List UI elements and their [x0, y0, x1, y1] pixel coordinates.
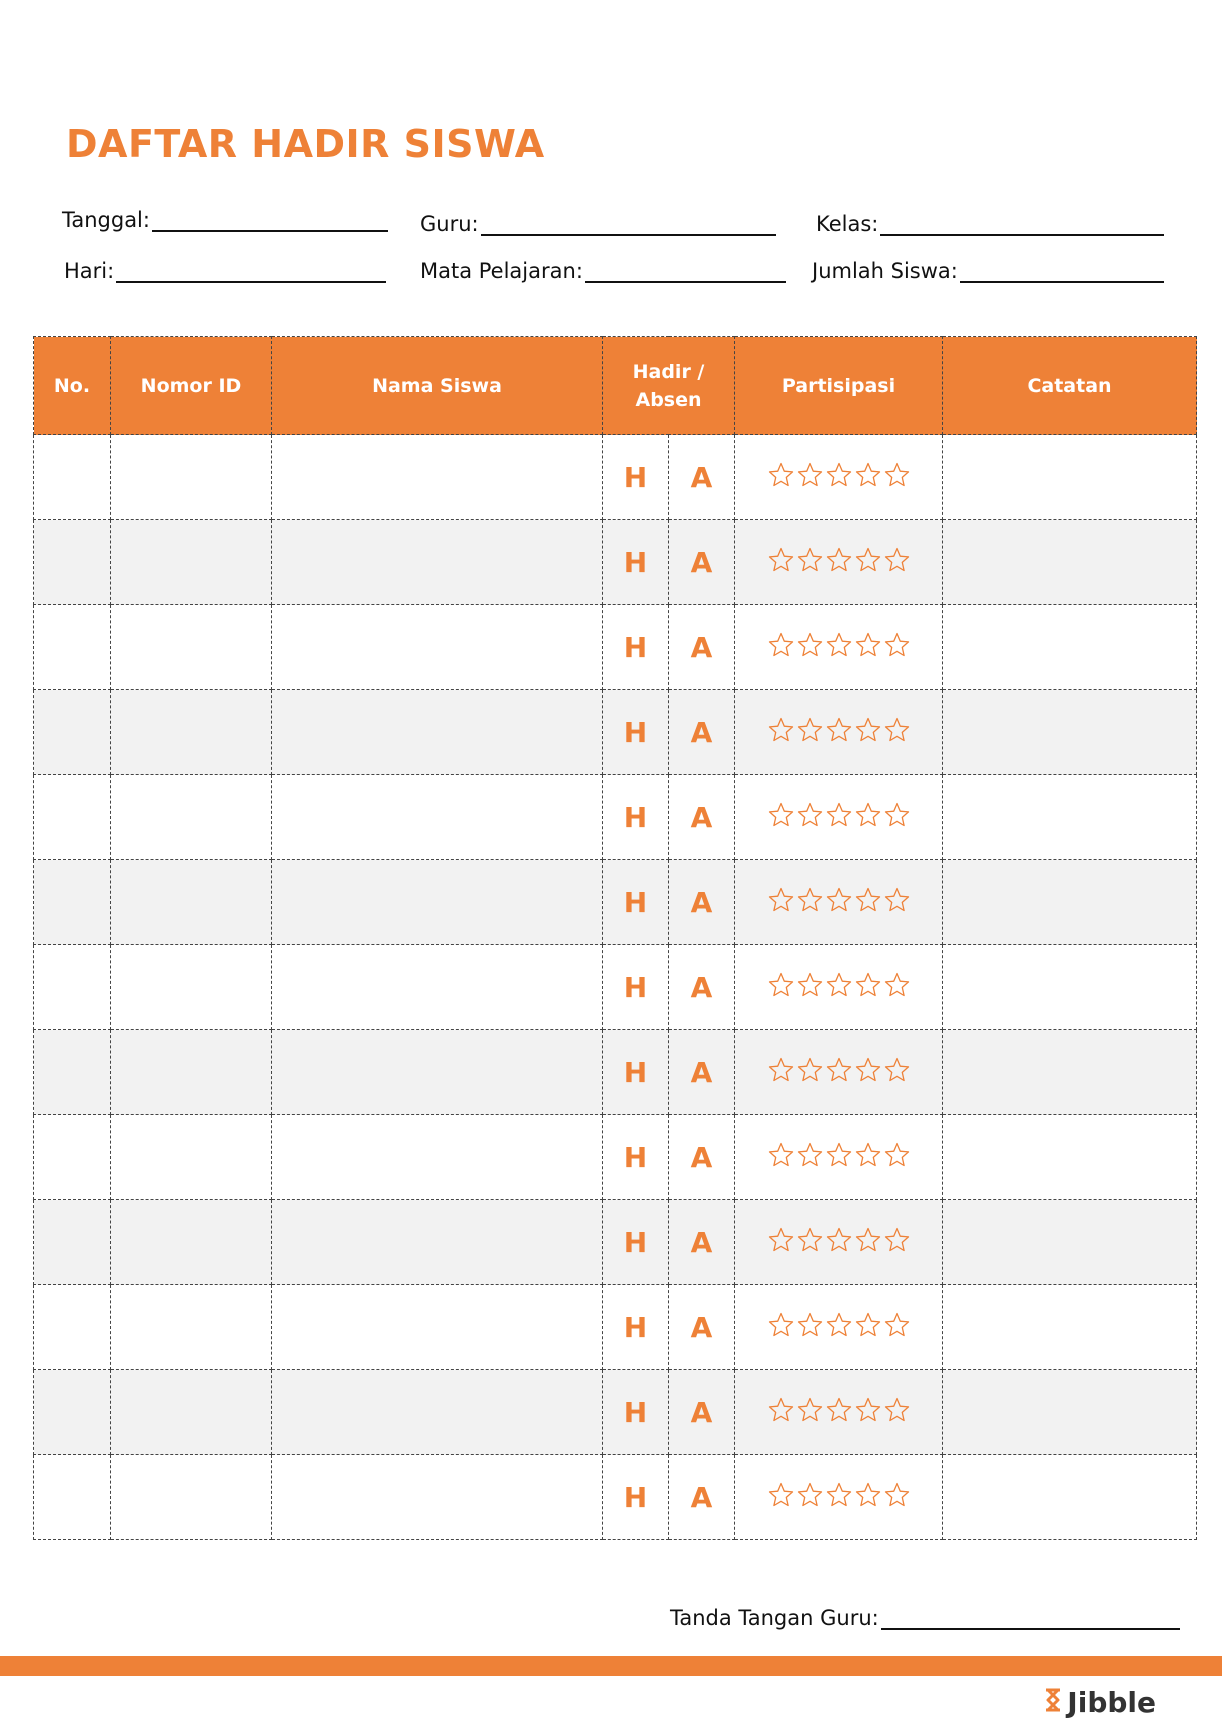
signature-line[interactable]: [881, 1608, 1180, 1630]
partisipasi-rating[interactable]: [735, 520, 943, 605]
star-icon[interactable]: [767, 1481, 795, 1514]
kelas-line[interactable]: [880, 214, 1164, 236]
jumlah-siswa-line[interactable]: [960, 261, 1164, 283]
header-nama-siswa: Nama Siswa: [272, 337, 603, 435]
table-row: [34, 860, 1197, 945]
star-icon[interactable]: [825, 546, 853, 579]
cell-no[interactable]: [34, 520, 111, 605]
cell-catatan[interactable]: [943, 1030, 1197, 1115]
star-icon[interactable]: [796, 971, 824, 1004]
signature-field[interactable]: [670, 1606, 1180, 1630]
cell-nama-siswa[interactable]: [272, 435, 603, 520]
table-row: [34, 435, 1197, 520]
star-icon[interactable]: [883, 886, 911, 919]
cell-nomor-id[interactable]: [111, 1370, 272, 1455]
star-icon[interactable]: [825, 461, 853, 494]
partisipasi-rating[interactable]: [735, 1285, 943, 1370]
cell-no[interactable]: [34, 945, 111, 1030]
cell-nama-siswa[interactable]: [272, 520, 603, 605]
guru-line[interactable]: [481, 214, 776, 236]
cell-nomor-id[interactable]: [111, 435, 272, 520]
star-icon[interactable]: [825, 1141, 853, 1174]
cell-nomor-id[interactable]: [111, 1455, 272, 1540]
partisipasi-rating[interactable]: [735, 1030, 943, 1115]
star-icon[interactable]: [854, 971, 882, 1004]
star-icon[interactable]: [796, 801, 824, 834]
star-icon[interactable]: [854, 1481, 882, 1514]
cell-no[interactable]: [34, 775, 111, 860]
hadir-mark[interactable]: H: [603, 1200, 669, 1285]
star-icon[interactable]: [883, 971, 911, 1004]
absen-mark[interactable]: A: [669, 520, 735, 605]
table-row: [34, 1115, 1197, 1200]
cell-nomor-id[interactable]: [111, 1030, 272, 1115]
brand-name: Jibble: [1067, 1686, 1156, 1719]
star-icon[interactable]: [825, 716, 853, 749]
partisipasi-rating[interactable]: [735, 1200, 943, 1285]
star-icon[interactable]: [825, 1311, 853, 1344]
absen-mark[interactable]: A: [669, 775, 735, 860]
star-icon[interactable]: [796, 1056, 824, 1089]
header-hadir-absen: Hadir / Absen: [603, 337, 735, 435]
mata-pelajaran-label: Mata Pelajaran:: [420, 259, 583, 283]
star-icon[interactable]: [854, 631, 882, 664]
partisipasi-rating[interactable]: [735, 435, 943, 520]
table-body: [34, 435, 1197, 1540]
cell-catatan[interactable]: [943, 1115, 1197, 1200]
guru-field[interactable]: [420, 212, 776, 236]
hadir-mark[interactable]: H: [603, 1285, 669, 1370]
star-icon[interactable]: [883, 1226, 911, 1259]
partisipasi-rating[interactable]: [735, 690, 943, 775]
star-icon[interactable]: [796, 716, 824, 749]
cell-catatan[interactable]: [943, 945, 1197, 1030]
table-row: [34, 520, 1197, 605]
cell-catatan[interactable]: [943, 860, 1197, 945]
hadir-mark[interactable]: H: [603, 520, 669, 605]
partisipasi-rating[interactable]: [735, 605, 943, 690]
star-icon[interactable]: [825, 1226, 853, 1259]
hadir-mark[interactable]: H: [603, 1370, 669, 1455]
header-partisipasi: Partisipasi: [735, 337, 943, 435]
cell-catatan[interactable]: [943, 605, 1197, 690]
star-icon[interactable]: [796, 546, 824, 579]
star-icon[interactable]: [854, 1226, 882, 1259]
cell-nama-siswa[interactable]: [272, 945, 603, 1030]
table-header-row: [34, 337, 1197, 435]
cell-nomor-id[interactable]: [111, 690, 272, 775]
absen-mark[interactable]: A: [669, 945, 735, 1030]
star-icon[interactable]: [796, 886, 824, 919]
hari-label: Hari:: [64, 259, 115, 283]
absen-mark[interactable]: A: [669, 435, 735, 520]
cell-nama-siswa[interactable]: [272, 605, 603, 690]
cell-no[interactable]: [34, 1370, 111, 1455]
absen-mark[interactable]: A: [669, 1370, 735, 1455]
star-icon[interactable]: [767, 971, 795, 1004]
star-icon[interactable]: [796, 461, 824, 494]
cell-catatan[interactable]: [943, 1455, 1197, 1540]
star-icon[interactable]: [854, 1141, 882, 1174]
star-icon[interactable]: [854, 716, 882, 749]
tanggal-label: Tanggal:: [62, 208, 150, 232]
cell-nama-siswa[interactable]: [272, 690, 603, 775]
absen-mark[interactable]: A: [669, 1030, 735, 1115]
hadir-mark[interactable]: H: [603, 945, 669, 1030]
table-row: [34, 945, 1197, 1030]
table-row: [34, 605, 1197, 690]
hadir-mark[interactable]: H: [603, 605, 669, 690]
cell-no[interactable]: [34, 435, 111, 520]
star-icon[interactable]: [825, 1481, 853, 1514]
page-title: DAFTAR HADIR SISWA: [66, 122, 545, 166]
kelas-label: Kelas:: [816, 212, 879, 236]
cell-nama-siswa[interactable]: [272, 1370, 603, 1455]
star-icon[interactable]: [825, 1396, 853, 1429]
star-icon[interactable]: [796, 631, 824, 664]
cell-nama-siswa[interactable]: [272, 1115, 603, 1200]
cell-nomor-id[interactable]: [111, 605, 272, 690]
header-nomor-id: Nomor ID: [111, 337, 272, 435]
cell-nama-siswa[interactable]: [272, 1030, 603, 1115]
star-icon[interactable]: [825, 971, 853, 1004]
star-icon[interactable]: [854, 801, 882, 834]
cell-nomor-id[interactable]: [111, 520, 272, 605]
star-icon[interactable]: [796, 1311, 824, 1344]
cell-nomor-id[interactable]: [111, 860, 272, 945]
star-icon[interactable]: [767, 1311, 795, 1344]
guru-label: Guru:: [420, 212, 479, 236]
star-icon[interactable]: [796, 1396, 824, 1429]
star-icon[interactable]: [854, 546, 882, 579]
hadir-mark[interactable]: H: [603, 1455, 669, 1540]
header-no: No.: [34, 337, 111, 435]
star-icon[interactable]: [825, 631, 853, 664]
jumlah-siswa-field[interactable]: [812, 259, 1164, 283]
absen-mark[interactable]: A: [669, 1285, 735, 1370]
star-icon[interactable]: [883, 801, 911, 834]
hari-line[interactable]: [116, 261, 386, 283]
star-icon[interactable]: [767, 801, 795, 834]
table-row: [34, 1200, 1197, 1285]
cell-no[interactable]: [34, 605, 111, 690]
table-row: [34, 1285, 1197, 1370]
table-row: [34, 690, 1197, 775]
attendance-table: [33, 336, 1197, 1540]
star-icon[interactable]: [883, 1056, 911, 1089]
star-icon[interactable]: [767, 716, 795, 749]
star-icon[interactable]: [883, 716, 911, 749]
star-icon[interactable]: [767, 631, 795, 664]
partisipasi-rating[interactable]: [735, 1370, 943, 1455]
star-icon[interactable]: [854, 1056, 882, 1089]
table-row: [34, 1455, 1197, 1540]
cell-catatan[interactable]: [943, 1285, 1197, 1370]
hadir-mark[interactable]: H: [603, 860, 669, 945]
cell-nama-siswa[interactable]: [272, 1285, 603, 1370]
tanggal-line[interactable]: [152, 210, 388, 232]
cell-nama-siswa[interactable]: [272, 1200, 603, 1285]
star-icon[interactable]: [767, 1056, 795, 1089]
cell-nomor-id[interactable]: [111, 1200, 272, 1285]
jumlah-siswa-label: Jumlah Siswa:: [812, 259, 958, 283]
star-icon[interactable]: [854, 886, 882, 919]
signature-label: Tanda Tangan Guru:: [670, 1606, 879, 1630]
cell-catatan[interactable]: [943, 690, 1197, 775]
cell-no[interactable]: [34, 1455, 111, 1540]
star-icon[interactable]: [825, 801, 853, 834]
cell-catatan[interactable]: [943, 435, 1197, 520]
mata-pelajaran-line[interactable]: [585, 261, 786, 283]
header-catatan: Catatan: [943, 337, 1197, 435]
table-row: [34, 1370, 1197, 1455]
star-icon[interactable]: [767, 546, 795, 579]
partisipasi-rating[interactable]: [735, 945, 943, 1030]
star-icon[interactable]: [854, 461, 882, 494]
hadir-mark[interactable]: H: [603, 775, 669, 860]
hadir-mark[interactable]: H: [603, 690, 669, 775]
mata-pelajaran-field[interactable]: [420, 259, 786, 283]
star-icon[interactable]: [883, 1311, 911, 1344]
table-row: [34, 1030, 1197, 1115]
star-icon[interactable]: [825, 1056, 853, 1089]
star-icon[interactable]: [854, 1311, 882, 1344]
star-icon[interactable]: [767, 1141, 795, 1174]
kelas-field[interactable]: [816, 212, 1164, 236]
footer-bar: [0, 1656, 1222, 1676]
star-icon[interactable]: [767, 461, 795, 494]
absen-mark[interactable]: A: [669, 605, 735, 690]
table-row: [34, 775, 1197, 860]
cell-nama-siswa[interactable]: [272, 860, 603, 945]
star-icon[interactable]: [883, 546, 911, 579]
star-icon[interactable]: [796, 1226, 824, 1259]
absen-mark[interactable]: A: [669, 1115, 735, 1200]
star-icon[interactable]: [767, 886, 795, 919]
star-icon[interactable]: [883, 1141, 911, 1174]
star-icon[interactable]: [767, 1226, 795, 1259]
star-icon[interactable]: [796, 1481, 824, 1514]
cell-nomor-id[interactable]: [111, 775, 272, 860]
absen-mark[interactable]: A: [669, 860, 735, 945]
hari-field[interactable]: [64, 259, 386, 283]
partisipasi-rating[interactable]: [735, 1455, 943, 1540]
cell-catatan[interactable]: [943, 1200, 1197, 1285]
cell-nama-siswa[interactable]: [272, 1455, 603, 1540]
cell-catatan[interactable]: [943, 1370, 1197, 1455]
star-icon[interactable]: [825, 886, 853, 919]
cell-no[interactable]: [34, 1030, 111, 1115]
star-icon[interactable]: [854, 1396, 882, 1429]
cell-no[interactable]: [34, 1285, 111, 1370]
cell-nama-siswa[interactable]: [272, 775, 603, 860]
hourglass-icon: [1043, 1688, 1063, 1717]
absen-mark[interactable]: A: [669, 1455, 735, 1540]
star-icon[interactable]: [796, 1141, 824, 1174]
partisipasi-rating[interactable]: [735, 775, 943, 860]
cell-no[interactable]: [34, 690, 111, 775]
star-icon[interactable]: [883, 1481, 911, 1514]
cell-nomor-id[interactable]: [111, 945, 272, 1030]
cell-catatan[interactable]: [943, 520, 1197, 605]
hadir-mark[interactable]: H: [603, 435, 669, 520]
star-icon[interactable]: [883, 1396, 911, 1429]
star-icon[interactable]: [767, 1396, 795, 1429]
star-icon[interactable]: [883, 631, 911, 664]
star-icon[interactable]: [883, 461, 911, 494]
brand-logo: [1043, 1686, 1156, 1719]
cell-catatan[interactable]: [943, 775, 1197, 860]
cell-no[interactable]: [34, 1115, 111, 1200]
partisipasi-rating[interactable]: [735, 860, 943, 945]
cell-no[interactable]: [34, 860, 111, 945]
cell-nomor-id[interactable]: [111, 1285, 272, 1370]
hadir-mark[interactable]: H: [603, 1030, 669, 1115]
absen-mark[interactable]: A: [669, 690, 735, 775]
tanggal-field[interactable]: [62, 208, 388, 232]
cell-no[interactable]: [34, 1200, 111, 1285]
cell-nomor-id[interactable]: [111, 1115, 272, 1200]
hadir-mark[interactable]: H: [603, 1115, 669, 1200]
absen-mark[interactable]: A: [669, 1200, 735, 1285]
partisipasi-rating[interactable]: [735, 1115, 943, 1200]
